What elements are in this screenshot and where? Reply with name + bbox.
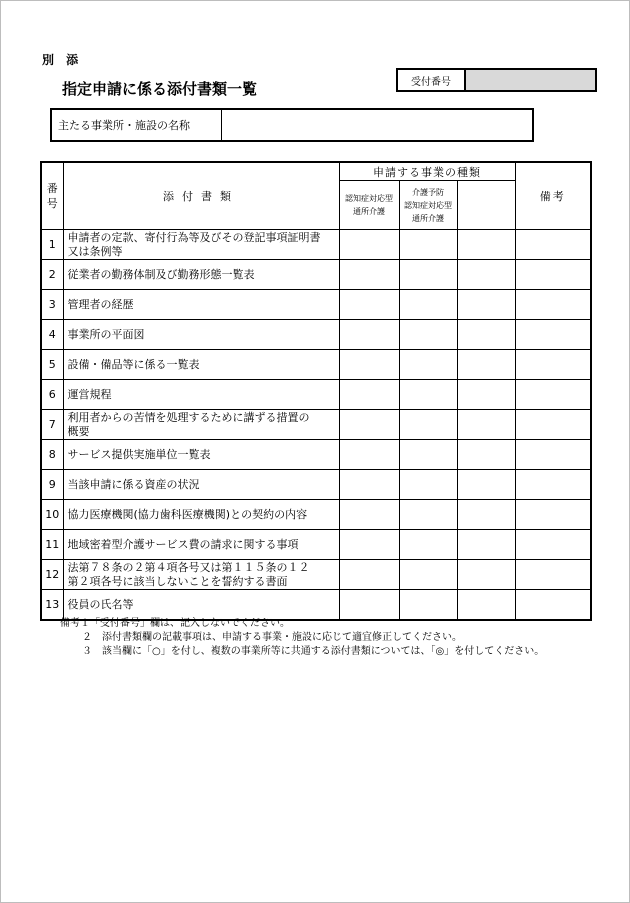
- table-row: [41, 470, 591, 500]
- check-blank-service[interactable]: [457, 320, 515, 350]
- remarks-cell[interactable]: [515, 230, 591, 260]
- check-preventive-dementia-daycare[interactable]: [399, 500, 457, 530]
- document-name: [63, 350, 339, 380]
- document-name-line: 第２項各号に該当しないことを誓約する書面: [67, 574, 288, 588]
- service-header-dementia-daycare: [339, 181, 399, 230]
- document-name-line: 運営規程: [67, 387, 112, 401]
- row-number: 3: [41, 290, 63, 320]
- receipt-number-box: [396, 68, 597, 92]
- check-dementia-daycare[interactable]: [339, 560, 399, 590]
- document-name-line: 従業者の勤務体制及び勤務形態一覧表: [67, 267, 255, 281]
- note-line: 備考１「受付番号」欄は、記入しないでください。: [60, 618, 290, 629]
- table-row: [41, 350, 591, 380]
- remarks-cell[interactable]: [515, 560, 591, 590]
- table-row: [41, 590, 591, 621]
- number-header: [41, 162, 63, 230]
- row-number: 8: [41, 440, 63, 470]
- check-preventive-dementia-daycare[interactable]: [399, 590, 457, 621]
- document-name: [63, 380, 339, 410]
- document-name-line: サービス提供実施単位一覧表: [67, 447, 211, 461]
- remarks-cell[interactable]: [515, 260, 591, 290]
- table-row: [41, 530, 591, 560]
- check-blank-service[interactable]: [457, 560, 515, 590]
- document-name-line: 協力医療機関(協力歯科医療機関)との契約の内容: [67, 507, 308, 521]
- page-title: 指定申請に係る添付書類一覧: [62, 80, 258, 98]
- documents-header: 添付書類: [63, 162, 339, 230]
- check-preventive-dementia-daycare[interactable]: [399, 230, 457, 260]
- row-number: 4: [41, 320, 63, 350]
- document-name: [63, 500, 339, 530]
- row-number: 12: [41, 560, 63, 590]
- document-name-line: 管理者の経歴: [67, 297, 134, 311]
- document-name-line: 設備・備品等に係る一覧表: [67, 357, 200, 371]
- number-header-line: 番: [46, 182, 58, 195]
- document-name: [63, 230, 339, 260]
- row-number: 2: [41, 260, 63, 290]
- service-header-line: 認知症対応型: [404, 200, 452, 210]
- check-dementia-daycare[interactable]: [339, 290, 399, 320]
- table-row: [41, 380, 591, 410]
- office-name-label: 主たる事業所・施設の名称: [52, 110, 222, 140]
- document-name-line: 当該申請に係る資産の状況: [67, 477, 200, 491]
- number-header-line: 号: [46, 197, 58, 210]
- document-name-line: 又は条例等: [67, 244, 123, 258]
- remarks-cell[interactable]: [515, 440, 591, 470]
- document-name: [63, 560, 339, 590]
- remarks-cell[interactable]: [515, 320, 591, 350]
- check-preventive-dementia-daycare[interactable]: [399, 410, 457, 440]
- check-preventive-dementia-daycare[interactable]: [399, 560, 457, 590]
- check-preventive-dementia-daycare[interactable]: [399, 470, 457, 500]
- attachment-documents-table: [40, 161, 592, 621]
- row-number: 7: [41, 410, 63, 440]
- check-blank-service[interactable]: [457, 590, 515, 621]
- document-name: [63, 290, 339, 320]
- office-name-field[interactable]: [222, 110, 532, 140]
- check-blank-service[interactable]: [457, 410, 515, 440]
- document-name-line: 概要: [67, 424, 90, 438]
- notes: [60, 617, 544, 659]
- document-name-line: 申請者の定款、寄付行為等及びその登記事項証明書: [67, 230, 321, 244]
- remarks-cell[interactable]: [515, 410, 591, 440]
- service-header-line: 通所介護: [412, 213, 444, 223]
- receipt-number-label: 受付番号: [398, 70, 466, 90]
- check-blank-service[interactable]: [457, 530, 515, 560]
- document-name-line: 事業所の平面図: [67, 327, 145, 341]
- document-name-line: 利用者からの苦情を処理するために講ずる措置の: [67, 410, 310, 424]
- check-blank-service[interactable]: [457, 350, 515, 380]
- check-preventive-dementia-daycare[interactable]: [399, 530, 457, 560]
- office-name-box: [50, 108, 534, 142]
- row-number: 13: [41, 590, 63, 621]
- remarks-cell[interactable]: [515, 290, 591, 320]
- table-row: [41, 320, 591, 350]
- remarks-cell[interactable]: [515, 350, 591, 380]
- row-number: 11: [41, 530, 63, 560]
- row-number: 1: [41, 230, 63, 260]
- attachment-label: 別 添: [42, 53, 83, 67]
- check-dementia-daycare[interactable]: [339, 350, 399, 380]
- document-name: [63, 470, 339, 500]
- document-name: [63, 530, 339, 560]
- check-blank-service[interactable]: [457, 260, 515, 290]
- check-preventive-dementia-daycare[interactable]: [399, 260, 457, 290]
- check-preventive-dementia-daycare[interactable]: [399, 440, 457, 470]
- check-dementia-daycare[interactable]: [339, 260, 399, 290]
- check-blank-service[interactable]: [457, 500, 515, 530]
- remarks-cell[interactable]: [515, 590, 591, 621]
- table-row: [41, 230, 591, 260]
- remarks-cell[interactable]: [515, 380, 591, 410]
- document-name: [63, 440, 339, 470]
- check-preventive-dementia-daycare[interactable]: [399, 290, 457, 320]
- remarks-cell[interactable]: [515, 530, 591, 560]
- remarks-cell[interactable]: [515, 500, 591, 530]
- check-dementia-daycare[interactable]: [339, 530, 399, 560]
- check-dementia-daycare[interactable]: [339, 320, 399, 350]
- check-blank-service[interactable]: [457, 470, 515, 500]
- row-number: 5: [41, 350, 63, 380]
- service-header-blank: [457, 181, 515, 230]
- check-blank-service[interactable]: [457, 230, 515, 260]
- row-number: 10: [41, 500, 63, 530]
- document-name-line: 法第７８条の２第４項各号又は第１１５条の１２: [67, 560, 310, 574]
- note-line: ２ 添付書類欄の記載事項は、申請する事業・施設に応じて適宜修正してください。: [82, 632, 462, 643]
- check-preventive-dementia-daycare[interactable]: [399, 380, 457, 410]
- check-dementia-daycare[interactable]: [339, 440, 399, 470]
- check-dementia-daycare[interactable]: [339, 500, 399, 530]
- service-header-line: 介護予防: [412, 187, 444, 197]
- table-row: [41, 290, 591, 320]
- check-blank-service[interactable]: [457, 440, 515, 470]
- document-name-line: 地域密着型介護サービス費の請求に関する事項: [67, 537, 299, 551]
- document-name-line: 役員の氏名等: [67, 597, 134, 611]
- service-header-line: 認知症対応型: [345, 194, 393, 203]
- document-name: [63, 410, 339, 440]
- service-type-header: 申請する事業の種類: [339, 162, 515, 181]
- table-row: [41, 500, 591, 530]
- row-number: 9: [41, 470, 63, 500]
- check-blank-service[interactable]: [457, 290, 515, 320]
- check-dementia-daycare[interactable]: [339, 470, 399, 500]
- table-row: [41, 260, 591, 290]
- receipt-number-field[interactable]: [466, 70, 595, 90]
- service-header-line: 通所介護: [353, 207, 385, 216]
- row-number: 6: [41, 380, 63, 410]
- check-dementia-daycare[interactable]: [339, 590, 399, 621]
- remarks-cell[interactable]: [515, 470, 591, 500]
- table-row: [41, 440, 591, 470]
- check-preventive-dementia-daycare[interactable]: [399, 350, 457, 380]
- check-dementia-daycare[interactable]: [339, 230, 399, 260]
- note-line: ３ 該当欄に「○」を付し、複数の事業所等に共通する添付書類については、「◎」を付してください。: [82, 646, 545, 657]
- document-name: [63, 320, 339, 350]
- document-name: [63, 260, 339, 290]
- check-preventive-dementia-daycare[interactable]: [399, 320, 457, 350]
- table-row: [41, 410, 591, 440]
- check-dementia-daycare[interactable]: [339, 410, 399, 440]
- check-blank-service[interactable]: [457, 380, 515, 410]
- remarks-header: 備考: [515, 162, 591, 230]
- service-header-preventive-dementia-daycare: [399, 181, 457, 230]
- table-row: [41, 560, 591, 590]
- document-name: [63, 590, 339, 621]
- check-dementia-daycare[interactable]: [339, 380, 399, 410]
